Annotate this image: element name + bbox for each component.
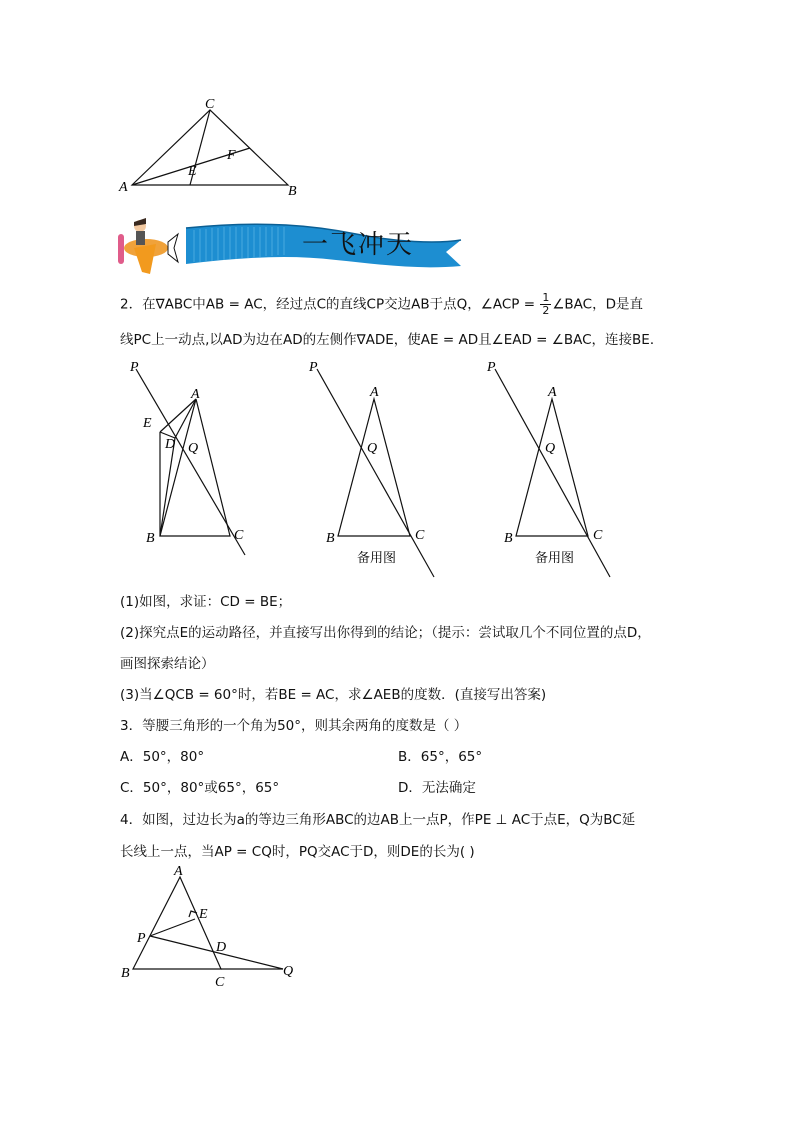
- label-B: B: [288, 184, 297, 199]
- q3-option-a: A．50°，80°: [120, 749, 205, 765]
- q2-figure-spare-2: [478, 355, 618, 580]
- label-D: D: [216, 940, 227, 955]
- label-Q: Q: [188, 441, 199, 456]
- q2-fraction: [540, 292, 551, 317]
- figure-1-triangle: [110, 95, 310, 200]
- label-A: A: [191, 387, 200, 402]
- q2-figure-spare-1: [300, 355, 450, 580]
- q3-option-b: B．65°，65°: [398, 749, 483, 765]
- label-Q: Q: [545, 441, 556, 456]
- label-A: A: [119, 180, 128, 195]
- q2-line2: 线PC上一动点,以AD为边在AD的左侧作∇ADE，使AE = AD且∠EAD = ∠BAC，连接BE．: [120, 332, 664, 348]
- label-B: B: [326, 531, 335, 546]
- label-F: F: [227, 148, 236, 163]
- label-C: C: [593, 528, 603, 543]
- label-E: E: [143, 416, 152, 431]
- label-P: P: [309, 360, 318, 375]
- label-B: B: [121, 966, 130, 981]
- q2-line1-tail: ∠BAC，D是直: [552, 296, 643, 313]
- label-A: A: [174, 864, 183, 879]
- q3-option-d: D．无法确定: [398, 780, 476, 796]
- label-D: D: [165, 437, 176, 452]
- label-Q: Q: [367, 441, 378, 456]
- q2-part2b: 画图探索结论）: [120, 656, 215, 672]
- label-P: P: [130, 360, 139, 375]
- q2-frac-den: 2: [542, 304, 550, 317]
- label-P: P: [487, 360, 496, 375]
- q2-part3: (3)当∠QCB = 60°时，若BE = AC，求∠AEB的度数．(直接写出答案): [120, 687, 547, 703]
- q2-part1: (1)如图，求证：CD = BE；: [120, 594, 292, 610]
- q2-line1: [120, 292, 643, 317]
- label-B: B: [504, 531, 513, 546]
- q4-line1: 4．如图，过边长为a的等边三角形ABC的边AB上一点P，作PE ⊥ AC于点E，Q为BC延: [120, 812, 636, 828]
- label-A: A: [370, 385, 379, 400]
- label-Q: Q: [283, 964, 294, 979]
- banner-title: 一飞冲天: [302, 230, 415, 260]
- q2-frac-num: 1: [542, 291, 550, 304]
- label-B: B: [146, 531, 155, 546]
- q3-stem: 3．等腰三角形的一个角为50°，则其余两角的度数是（ ）: [120, 718, 468, 734]
- q4-figure: [115, 862, 305, 992]
- q2-part2a: (2)探究点E的运动路径，并直接写出你得到的结论；（提示：尝试取几个不同位置的点D，: [120, 625, 651, 641]
- label-A: A: [548, 385, 557, 400]
- label-E: E: [188, 164, 197, 179]
- label-E: E: [199, 907, 208, 922]
- caption-spare-2: 备用图: [535, 551, 575, 566]
- q3-option-c: C．50°，80°或65°，65°: [120, 780, 280, 796]
- q4-line2: 长线上一点，当AP = CQ时，PQ交AC于D，则DE的长为( ): [120, 844, 475, 860]
- label-C: C: [415, 528, 425, 543]
- q2-line1-text: 2．在∇ABC中AB = AC，经过点C的直线CP交边AB于点Q，∠ACP =: [120, 296, 540, 313]
- label-C: C: [205, 97, 215, 112]
- q2-figure-main: [120, 355, 260, 570]
- label-C: C: [215, 975, 225, 990]
- label-P: P: [137, 931, 146, 946]
- label-C: C: [234, 528, 244, 543]
- caption-spare-1: 备用图: [357, 551, 397, 566]
